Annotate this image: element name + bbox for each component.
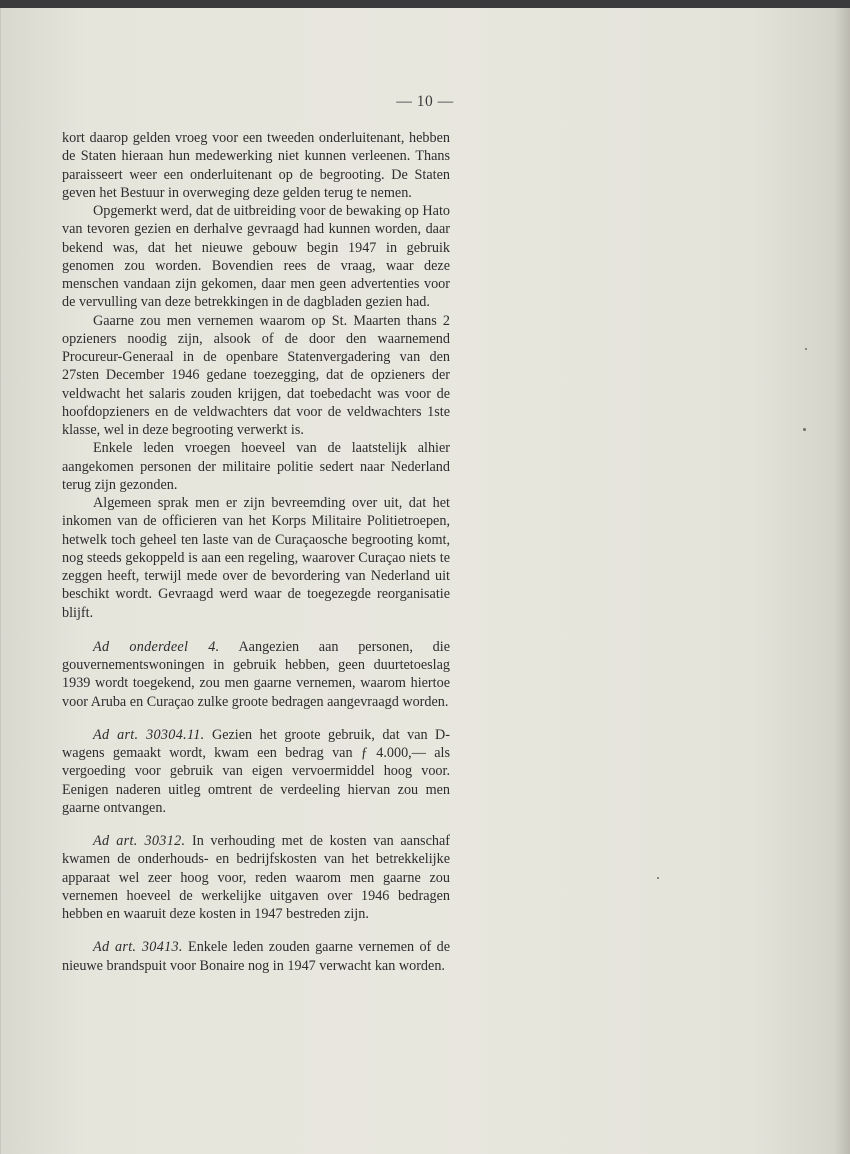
paragraph-1 (62, 129, 450, 202)
paper-speck (803, 428, 806, 431)
paragraph-3 (62, 312, 450, 440)
paragraph-text: Aangezien aan personen, die gouvernementswoningen in gebruik hebben, geen duurtetoeslag 1939 wordt toegekend, zou men gaarne vernemen, waarom hiertoe voor Aruba en Curaçao zulke groote bedragen aangevraagd worden. (62, 638, 450, 710)
paragraph-text: Gezien het groote gebruik, dat van D-wagens gemaakt wordt, kwam een bedrag van ƒ 4.000,— als vergoeding voor gebruik van eigen vervoermiddel hoog voor. Eenigen naderen uitleg omtrent de verdeeling hiervan zou men gaarne ontvangen. (62, 726, 450, 816)
paragraph-text: In verhouding met de kosten van aanschaf kwamen de onderhouds- en bedrijfskosten van het betrekkelijke apparaat wel zeer hoog voor, reden waarom men gaarne zou vernemen hoeveel de werkelijke uitgaven over 1946 bedragen hebben en waaruit deze kosten in 1947 bestreden zijn. (62, 833, 450, 922)
paragraph-ad-onderdeel-4 (62, 638, 450, 711)
page-number: — 10 — (396, 93, 454, 110)
scan-top-border (0, 0, 850, 8)
paper-speck (805, 348, 807, 350)
paragraph-text: kort daarop gelden vroeg voor een tweeden onderluitenant, hebben de Staten hieraan hun medewerking niet kunnen verleenen. Thans paraisseert weer een onderluitenant op de begrooting. De Staten geven het Bestuur in overweging deze gelden terug te nemen. (62, 130, 450, 201)
paragraph-4 (62, 439, 450, 494)
paragraph-text: Enkele leden vroegen hoeveel van de laatstelijk alhier aangekomen personen der militaire politie sedert naar Nederland terug zijn gezonden. (62, 440, 450, 493)
body-text (62, 129, 450, 975)
paragraph-text: Gaarne zou men vernemen waarom op St. Maarten thans 2 opzieners noodig zijn, alsook of de door den waarnemend Procureur-Generaal in de openbare Statenvergadering van den 27sten December 1946 gedane toezegging, dat de opzieners der veldwacht het salaris zouden krijgen, dat toebedacht was voor de hoofdopzieners en de veldwachters dat voor de veldwachters 1ste klasse, wel in deze begrooting verwerkt is. (62, 312, 450, 438)
page-edge-shadow (834, 8, 850, 1154)
paper-speck (657, 877, 659, 879)
paragraph-text: Algemeen sprak men er zijn bevreemding over uit, dat het inkomen van de officieren van het Korps Militaire Politietroepen, hetwelk toch geheel ten laste van de Curaçaosche begrooting komt, nog steeds gekoppeld is aan een regeling, waarover Curaçao niets te zeggen heeft, terwijl mede over de bevordering van Nederland uit beschikt wordt. Gevraagd werd waar de toegezegde reorganisatie blijft. (62, 495, 450, 621)
article-label: Ad art. 30304.11. (93, 726, 205, 743)
paragraph-text: Enkele leden zouden gaarne vernemen of de nieuwe brandspuit voor Bonaire nog in 1947 verwacht kan worden. (62, 939, 450, 974)
article-label: Ad art. 30312. (93, 833, 186, 849)
paragraph-5 (62, 494, 450, 622)
paragraph-text: Opgemerkt werd, dat de uitbreiding voor de bewaking op Hato van tevoren gezien en derhalve gevraagd had kunnen worden, daar bekend was, dat het nieuwe gebouw begin 1947 in gebruik genomen zou worden. Bovendien rees de vraag, waar deze menschen vandaan zijn gekomen, daar men geen advertenties voor de vervulling van deze betrekkingen in de dagbladen gezien had. (62, 203, 450, 311)
paragraph-ad-art-30413 (62, 938, 450, 975)
article-label: Ad onderdeel 4. (93, 638, 220, 655)
paragraph-2 (62, 202, 450, 312)
paragraph-ad-art-30304-11 (62, 726, 450, 817)
article-label: Ad art. 30413. (93, 939, 183, 956)
paragraph-ad-art-30312 (62, 832, 450, 923)
